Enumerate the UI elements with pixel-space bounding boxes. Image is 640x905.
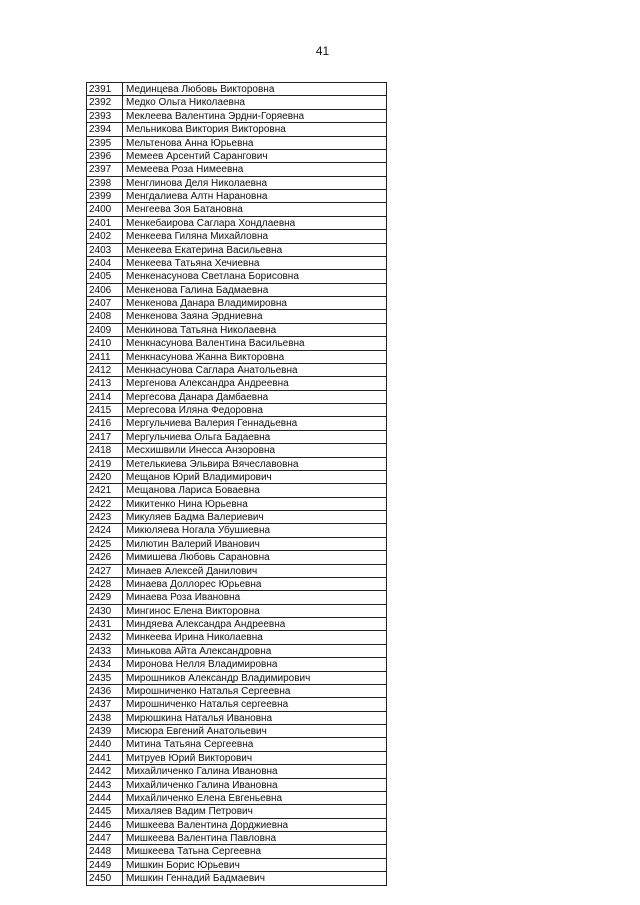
row-full-name: Мирошниченко Наталья сергеевна [123,698,387,711]
row-number: 2444 [87,792,123,805]
row-number: 2443 [87,779,123,792]
row-number: 2398 [87,177,123,190]
table-row [87,551,387,564]
row-number: 2397 [87,163,123,176]
row-full-name: Микюляева Ногала Убушиевна [123,524,387,537]
row-number: 2394 [87,123,123,136]
row-number: 2395 [87,137,123,150]
row-number: 2440 [87,738,123,751]
table-row [87,270,387,283]
row-number: 2402 [87,230,123,243]
table-row [87,230,387,243]
table-row [87,819,387,832]
table-row [87,792,387,805]
table-row [87,565,387,578]
row-number: 2432 [87,631,123,644]
row-number: 2391 [87,83,123,96]
table-row [87,150,387,163]
row-full-name: Мельтенова Анна Юрьевна [123,137,387,150]
row-number: 2445 [87,805,123,818]
table-row [87,524,387,537]
row-full-name: Мишкеева Валентина Павловна [123,832,387,845]
row-number: 2437 [87,698,123,711]
row-full-name: Мишкеева Валентина Дорджиевна [123,819,387,832]
table-row [87,284,387,297]
row-number: 2438 [87,712,123,725]
row-full-name: Менкнасунова Саглара Анатольевна [123,364,387,377]
table-row [87,538,387,551]
row-full-name: Мещанов Юрий Владимирович [123,471,387,484]
table-row [87,832,387,845]
row-number: 2413 [87,377,123,390]
row-full-name: Миндяева Александра Андреевна [123,618,387,631]
row-full-name: Менгдалиева Алтн Нарановна [123,190,387,203]
row-number: 2399 [87,190,123,203]
row-full-name: Михайличенко Галина Ивановна [123,765,387,778]
row-number: 2428 [87,578,123,591]
row-full-name: Медко Ольга Николаевна [123,96,387,109]
row-full-name: Михайличенко Галина Ивановна [123,779,387,792]
row-number: 2415 [87,404,123,417]
row-full-name: Минаева Роза Ивановна [123,591,387,604]
table-row [87,658,387,671]
row-number: 2447 [87,832,123,845]
table-row [87,859,387,872]
page-number: 41 [315,44,330,58]
row-full-name: Мемеев Арсентий Сарангович [123,150,387,163]
row-full-name: Мирюшкина Наталья Ивановна [123,712,387,725]
table-row [87,605,387,618]
row-number: 2407 [87,297,123,310]
row-full-name: Михайличенко Елена Евгеньевна [123,792,387,805]
row-full-name: Митруев Юрий Викторович [123,752,387,765]
row-number: 2417 [87,431,123,444]
name-list-table [86,82,387,886]
row-number: 2441 [87,752,123,765]
row-full-name: Минаев Алексей Данилович [123,565,387,578]
row-full-name: Мергесова Иляна Федоровна [123,404,387,417]
table-row [87,297,387,310]
table-row [87,631,387,644]
row-number: 2433 [87,645,123,658]
row-full-name: Менглинова Деля Николаевна [123,177,387,190]
row-full-name: Мирошников Александр Владимирович [123,672,387,685]
row-full-name: Менкнасунова Жанна Викторовна [123,351,387,364]
table-row [87,484,387,497]
table-row [87,110,387,123]
row-full-name: Миронова Нелля Владимировна [123,658,387,671]
table-row [87,417,387,430]
row-number: 2410 [87,337,123,350]
row-number: 2446 [87,819,123,832]
row-number: 2403 [87,244,123,257]
table-row [87,217,387,230]
row-full-name: Мещанова Лариса Боваевна [123,484,387,497]
table-row [87,458,387,471]
row-full-name: Микитенко Нина Юрьевна [123,498,387,511]
row-number: 2404 [87,257,123,270]
row-full-name: Менкенова Галина Бадмаевна [123,284,387,297]
table-row [87,685,387,698]
row-number: 2450 [87,872,123,885]
row-full-name: Михаляев Вадим Петрович [123,805,387,818]
table-row [87,163,387,176]
row-full-name: Митина Татьяна Сергеевна [123,738,387,751]
table-row [87,177,387,190]
row-number: 2405 [87,270,123,283]
row-full-name: Мингинос Елена Викторовна [123,605,387,618]
row-full-name: Менгеева Зоя Батановна [123,203,387,216]
row-full-name: Мишкин Геннадий Бадмаевич [123,872,387,885]
table-row [87,324,387,337]
row-number: 2426 [87,551,123,564]
row-number: 2393 [87,110,123,123]
table-row [87,725,387,738]
table-row [87,498,387,511]
row-full-name: Менкенова Данара Владимировна [123,297,387,310]
table-row [87,404,387,417]
row-number: 2400 [87,203,123,216]
row-number: 2414 [87,391,123,404]
row-number: 2420 [87,471,123,484]
row-number: 2409 [87,324,123,337]
table-row [87,645,387,658]
table-row [87,471,387,484]
table-row [87,244,387,257]
table-row [87,738,387,751]
row-full-name: Мишкин Борис Юрьевич [123,859,387,872]
row-full-name: Менкенасунова Светлана Борисовна [123,270,387,283]
row-number: 2434 [87,658,123,671]
row-number: 2427 [87,565,123,578]
row-number: 2431 [87,618,123,631]
row-full-name: Менкнасунова Валентина Васильевна [123,337,387,350]
row-full-name: Мергульчиева Ольга Бадаевна [123,431,387,444]
row-full-name: Менкебаирова Саглара Хондлаевна [123,217,387,230]
row-number: 2419 [87,458,123,471]
table-row [87,872,387,885]
table-row [87,444,387,457]
row-full-name: Мединцева Любовь Викторовна [123,83,387,96]
row-number: 2436 [87,685,123,698]
table-row [87,190,387,203]
row-full-name: Микуляев Бадма Валериевич [123,511,387,524]
row-full-name: Мимишева Любовь Сарановна [123,551,387,564]
row-full-name: Мельникова Виктория Викторовна [123,123,387,136]
table-row [87,96,387,109]
table-row [87,83,387,96]
row-number: 2392 [87,96,123,109]
row-full-name: Милютин Валерий Иванович [123,538,387,551]
row-number: 2423 [87,511,123,524]
row-number: 2448 [87,845,123,858]
row-full-name: Минкеева Ирина Николаевна [123,631,387,644]
row-full-name: Минькова Айта Александровна [123,645,387,658]
row-number: 2442 [87,765,123,778]
table-row [87,672,387,685]
table-row [87,257,387,270]
row-number: 2411 [87,351,123,364]
table-row [87,698,387,711]
row-full-name: Мергесова Данара Дамбаевна [123,391,387,404]
row-full-name: Мемеева Роза Нимеевна [123,163,387,176]
row-full-name: Менкеева Екатерина Васильевна [123,244,387,257]
row-number: 2396 [87,150,123,163]
row-number: 2430 [87,605,123,618]
row-number: 2416 [87,417,123,430]
table-row [87,364,387,377]
table-row [87,310,387,323]
row-full-name: Месхишвили Инесса Анзоровна [123,444,387,457]
row-full-name: Меклеева Валентина Эрдни-Горяевна [123,110,387,123]
table-row [87,431,387,444]
row-full-name: Мисюра Евгений Анатольевич [123,725,387,738]
row-full-name: Менкинова Татьяна Николаевна [123,324,387,337]
table-row [87,123,387,136]
row-full-name: Мергенова Александра Андреевна [123,377,387,390]
row-full-name: Менкеева Гиляна Михайловна [123,230,387,243]
table-row [87,805,387,818]
table-row [87,712,387,725]
row-full-name: Мирошниченко Наталья Сергеевна [123,685,387,698]
row-full-name: Минаева Доллорес Юрьевна [123,578,387,591]
row-number: 2421 [87,484,123,497]
table-row [87,137,387,150]
table-row [87,203,387,216]
row-number: 2422 [87,498,123,511]
table-row [87,752,387,765]
row-full-name: Менкенова Заяна Эрдниевна [123,310,387,323]
row-number: 2401 [87,217,123,230]
table-row [87,511,387,524]
table-row [87,351,387,364]
row-full-name: Менкеева Татьяна Хечиевна [123,257,387,270]
row-number: 2406 [87,284,123,297]
table-row [87,377,387,390]
row-number: 2439 [87,725,123,738]
table-row [87,591,387,604]
row-number: 2425 [87,538,123,551]
table-row [87,779,387,792]
row-number: 2418 [87,444,123,457]
table-row [87,765,387,778]
table-row [87,618,387,631]
table-row [87,337,387,350]
row-number: 2424 [87,524,123,537]
table-row [87,578,387,591]
row-full-name: Метелькиева Эльвира Вячеславовна [123,458,387,471]
row-full-name: Мишкеева Татьна Сергеевна [123,845,387,858]
row-number: 2429 [87,591,123,604]
row-number: 2408 [87,310,123,323]
row-number: 2449 [87,859,123,872]
row-number: 2412 [87,364,123,377]
table-row [87,845,387,858]
row-number: 2435 [87,672,123,685]
table-row [87,391,387,404]
row-full-name: Мергульчиева Валерия Геннадьевна [123,417,387,430]
